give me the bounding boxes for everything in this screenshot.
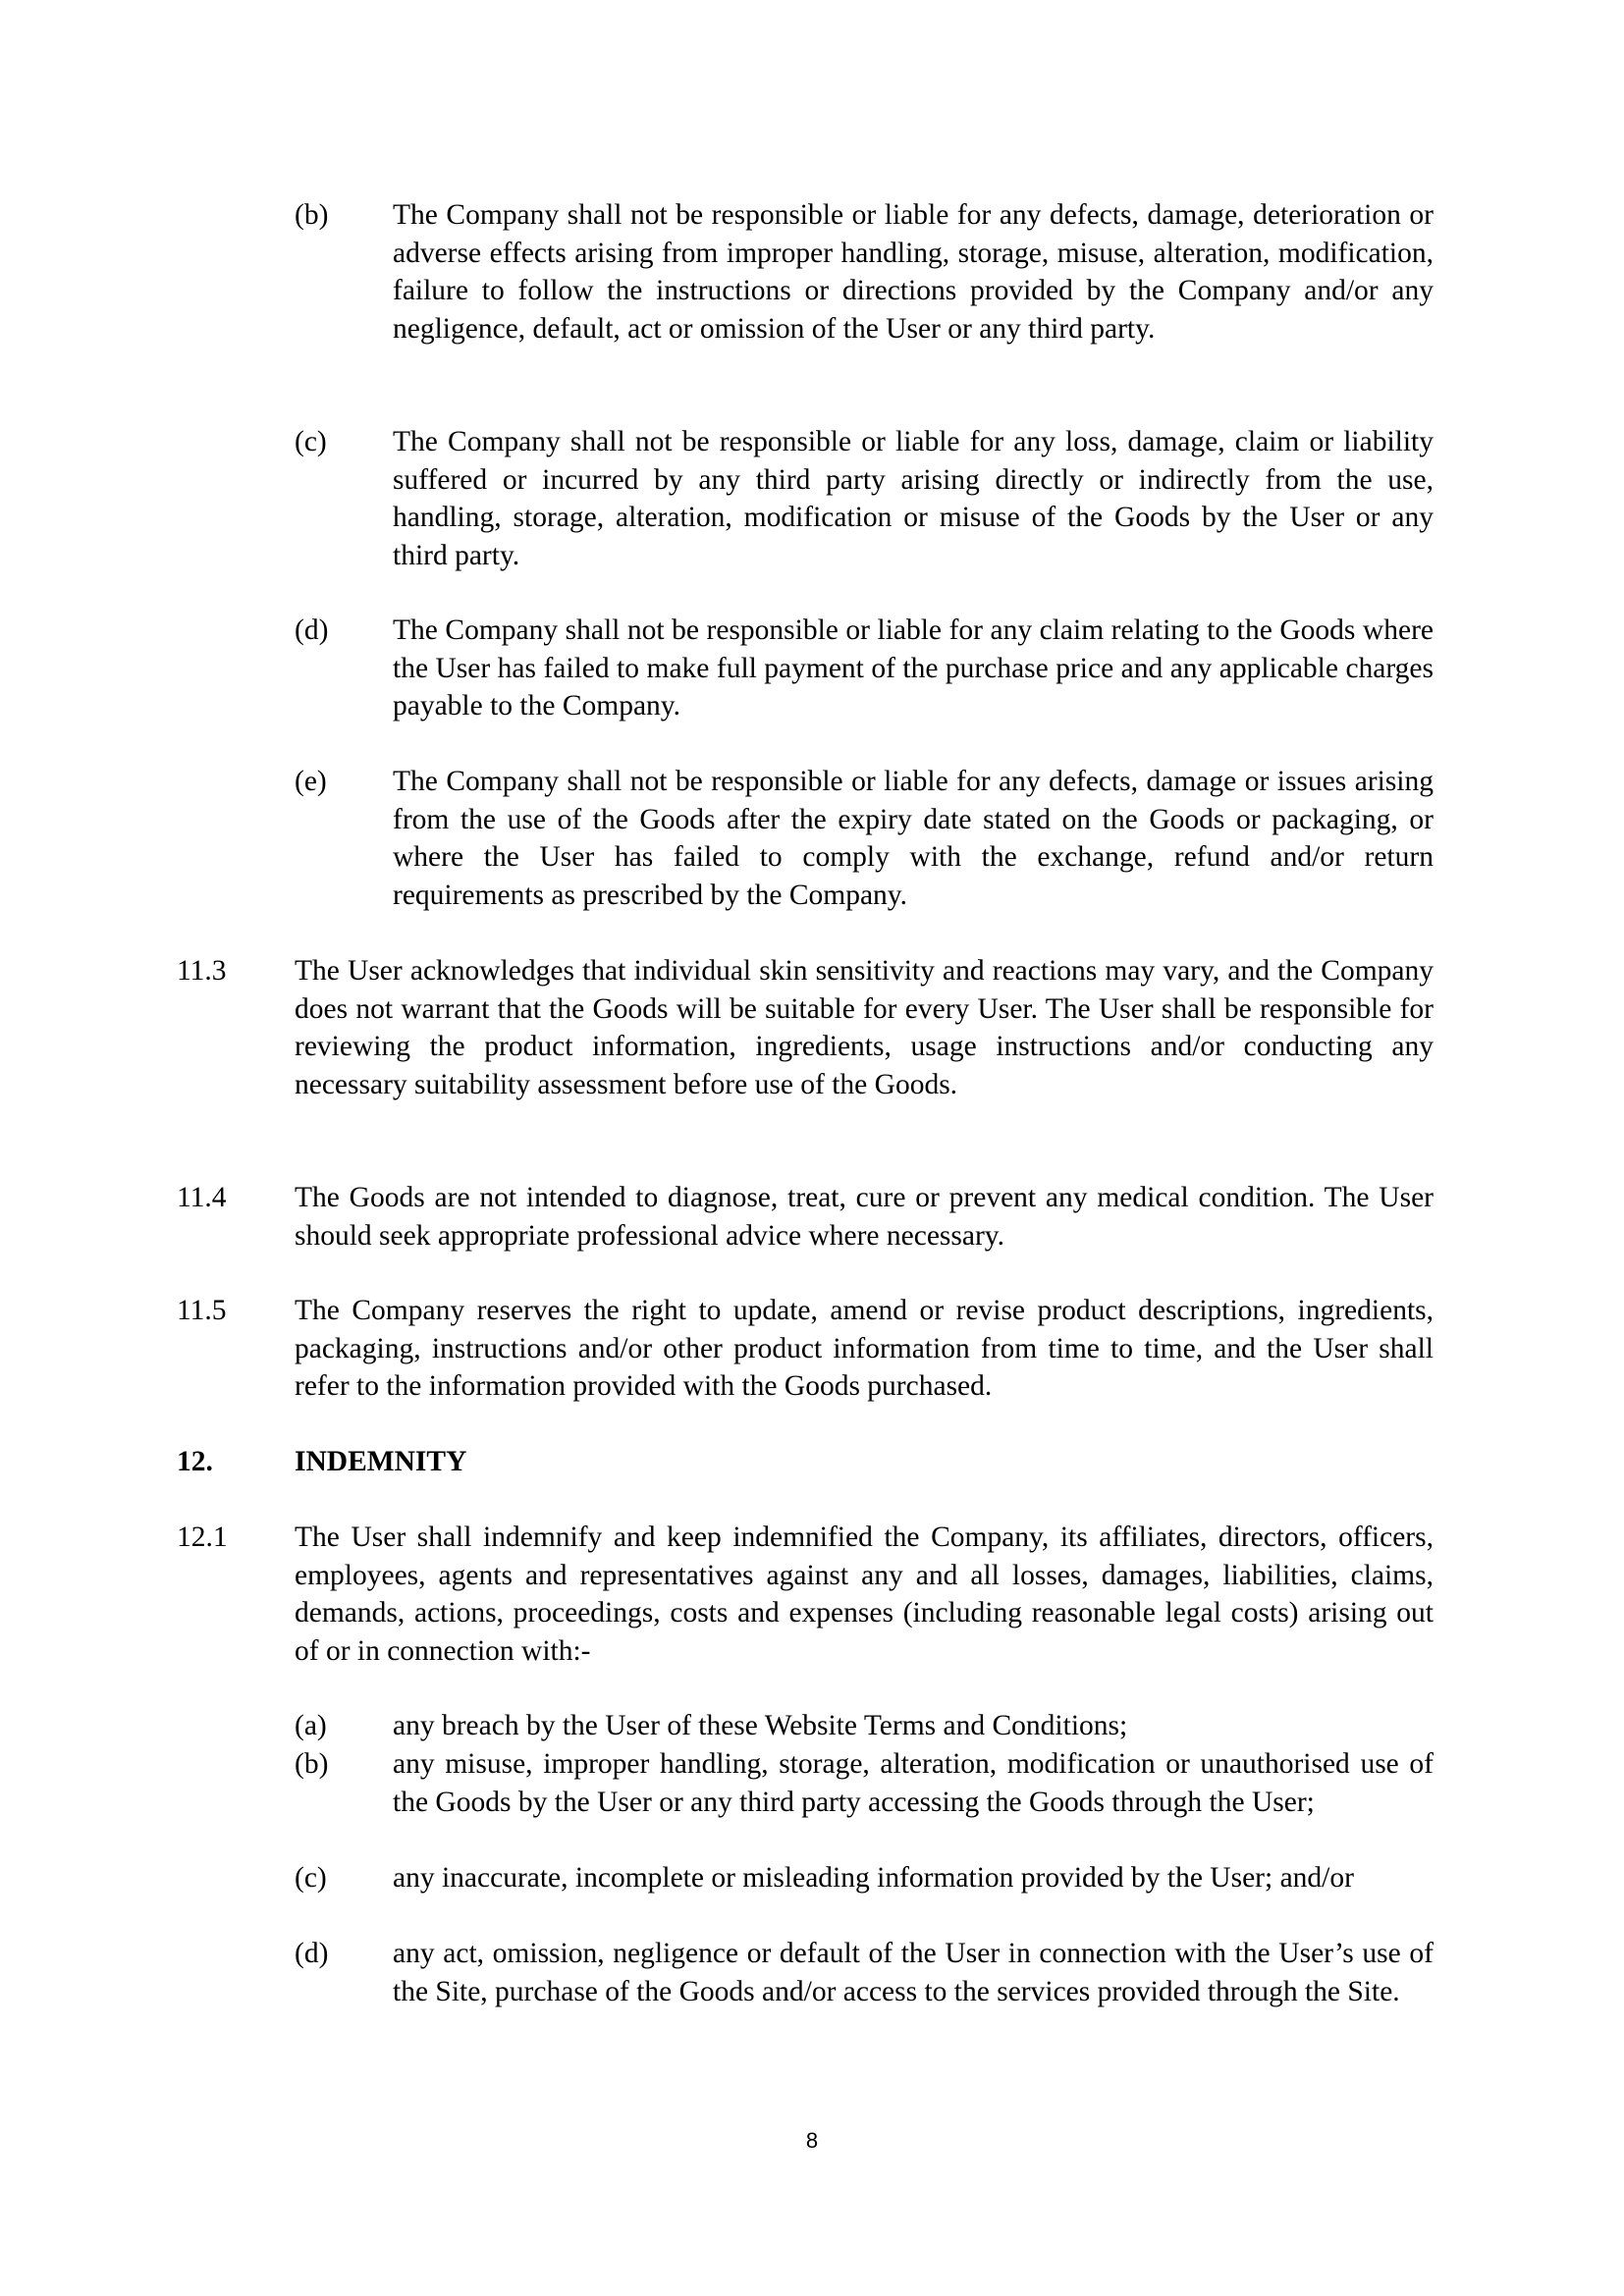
sub-item-label: (d) (295, 614, 329, 646)
clause-text: The User acknowledges that individual skin sensitivity and reactions may vary, and the Company does not warrant that the Goods will be suitable for every User. The User shall be responsible for reviewing the product information, ingredients, usage instructions and/or conducting any necessary suitability assessment before use of the Goods. (295, 955, 1434, 1100)
sub-item-text: The Company shall not be responsible or liable for any defects, damage or issues arising from the use of the Goods after the expiry date stated on the Goods or packaging, or where the User has failed to comply with the exchange, refund and/or return requirements as prescribed by the Company. (393, 766, 1434, 911)
sub-item-label: (a) (295, 1710, 327, 1741)
page-number: 8 (805, 2128, 819, 2153)
section-heading (177, 1443, 1434, 1481)
sub-item-11-2-d (295, 612, 1434, 725)
sub-item-label: (c) (295, 1862, 327, 1894)
sub-item-12-1-b (295, 1745, 1434, 1821)
clause-text: The User shall indemnify and keep indemnified the Company, its affiliates, directors, officers, employees, agents and representatives against any and all losses, damages, liabilities, claims, demands, actions, proceedings, costs and expenses (including reasonable legal costs) arising out of or in connection with:- (295, 1522, 1434, 1667)
clause-11-3 (177, 952, 1434, 1103)
sub-item-text: any inaccurate, incomplete or misleading information provided by the User; and/or (393, 1862, 1354, 1894)
sub-item-12-1-c (295, 1859, 1434, 1897)
clause-number: 11.3 (177, 955, 227, 987)
sub-item-label: (d) (295, 1938, 329, 1969)
sub-item-label: (b) (295, 1748, 329, 1780)
sub-item-11-2-e (295, 763, 1434, 914)
sub-item-11-2-c (295, 423, 1434, 574)
clause-11-5 (177, 1292, 1434, 1406)
clause-11-4 (177, 1179, 1434, 1255)
sub-item-label: (b) (295, 199, 329, 231)
sub-item-text: any breach by the User of these Website Terms and Conditions; (393, 1710, 1128, 1741)
sub-item-text: any act, omission, negligence or default of the User in connection with the User’s use of the Site, purchase of the Goods and/or access to the services provided through the Site. (393, 1938, 1434, 2007)
clause-text: The Goods are not intended to diagnose, treat, cure or prevent any medical condition. The User should seek appropriate professional advice where necessary. (295, 1182, 1434, 1252)
sub-item-12-1-a (295, 1707, 1434, 1745)
section-title: INDEMNITY (295, 1446, 467, 1477)
sub-item-text: any misuse, improper handling, storage, alteration, modification or unauthorised use of the Goods by the User or any third party accessing the Goods through the User; (393, 1748, 1434, 1818)
clause-text: The Company reserves the right to update, amend or revise product descriptions, ingredients, packaging, instructions and/or other product information from time to time, and the User shall refer to the information provided with the Goods purchased. (295, 1295, 1434, 1402)
sub-item-label: (c) (295, 426, 327, 457)
section-number: 12. (177, 1446, 213, 1477)
sub-item-text: The Company shall not be responsible or liable for any defects, damage, deterioration or adverse effects arising from improper handling, storage, misuse, alteration, modification, failure to follow the instructions or directions provided by the Company and/or any negligence, default, act or omission of the User or any third party. (393, 199, 1434, 345)
sub-item-12-1-d (295, 1935, 1434, 2010)
clause-number: 11.5 (177, 1295, 227, 1326)
sub-item-text: The Company shall not be responsible or liable for any claim relating to the Goods where the User has failed to make full payment of the purchase price and any applicable charges payable to the Company. (393, 614, 1434, 721)
sub-item-text: The Company shall not be responsible or liable for any loss, damage, claim or liability suffered or incurred by any third party arising directly or indirectly from the use, handling, storage, alteration, modification or misuse of the Goods by the User or any third party. (393, 426, 1434, 571)
clause-number: 11.4 (177, 1182, 227, 1213)
sub-item-label: (e) (295, 766, 327, 797)
clause-12-1 (177, 1519, 1434, 1670)
sub-item-11-2-b (295, 196, 1434, 347)
clause-number: 12.1 (177, 1522, 228, 1553)
